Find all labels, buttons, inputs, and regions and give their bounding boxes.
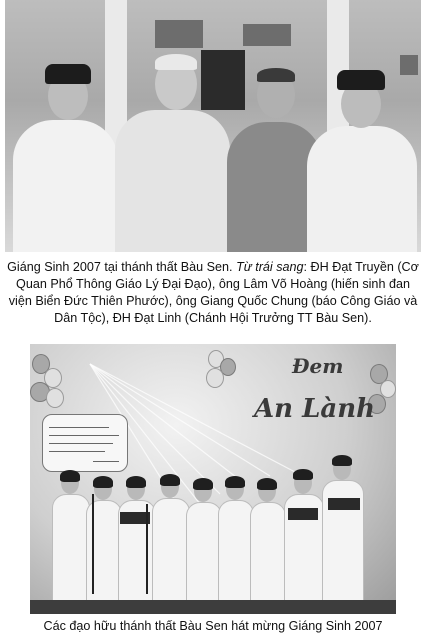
photo-wall-frame	[155, 20, 203, 48]
banner-word-an-lanh: An Lành	[254, 394, 376, 424]
microphone-stand	[92, 494, 94, 594]
choir-member	[52, 472, 88, 604]
person-dh-dat-truyen	[13, 60, 118, 252]
caption-rest: : ĐH Đạt Truyền (Cơ Quan Phổ Thông Giáo Lý Đại Đạo), ông Lâm Võ Hoàng (hiến sinh đan viện Biển Đức Thiên Phước), ông Giang Quốc Chung (báo Công Giáo và Dân Tộc), ĐH Đạt Linh (Chánh Hội Trưởng TT Bàu Sen).	[8, 260, 419, 325]
caption-choir-photo: Các đạo hữu thánh thất Bàu Sen hát mừng Giáng Sinh 2007	[43, 619, 383, 633]
choir-member	[186, 480, 220, 604]
balloon-decoration	[46, 388, 64, 408]
caption-italic-phrase: Từ trái sang	[236, 260, 304, 274]
choir-member	[322, 458, 362, 604]
person-lam-vo-hoang	[115, 52, 230, 252]
choir-member	[218, 478, 252, 604]
choir-member	[118, 478, 154, 604]
handwritten-note-board	[42, 414, 128, 472]
choir-member	[152, 476, 188, 604]
balloon-decoration	[206, 368, 224, 388]
caption-lead: Giáng Sinh 2007 tại thánh thất Bàu Sen.	[7, 260, 237, 274]
person-dh-dat-linh	[307, 68, 417, 252]
photo-group-four-men	[5, 0, 421, 252]
photo-choir-singing	[30, 344, 396, 614]
microphone-stand	[146, 504, 148, 594]
choir-member	[250, 480, 284, 604]
caption-group-photo	[6, 259, 420, 327]
stage-floor	[30, 600, 396, 614]
banner-word-dem: Đem	[292, 354, 344, 378]
photo-wall-frame	[243, 24, 291, 46]
choir-member	[284, 472, 322, 604]
